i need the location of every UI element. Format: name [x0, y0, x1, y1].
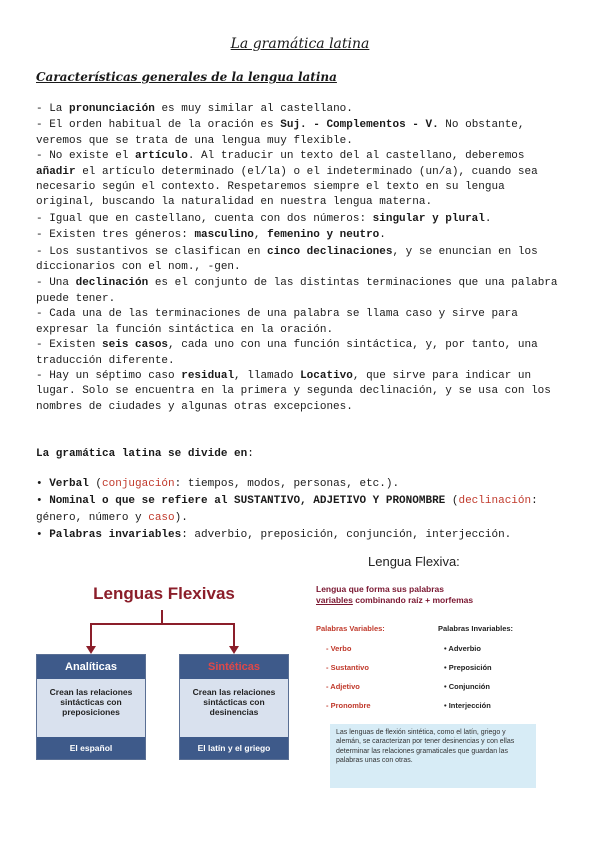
- list-item: - Una declinación es el conjunto de las distintas terminaciones que una palabra puede tener.: [36, 277, 558, 305]
- analytic-header: Analíticas: [37, 655, 145, 679]
- flexive-language-panel: [312, 546, 564, 796]
- list-item: • Interjección: [444, 701, 491, 710]
- page-title: La gramática latina: [230, 36, 370, 52]
- synthetic-footer: El latín y el griego: [180, 737, 288, 759]
- invariable-words-header: Palabras Invariables:: [438, 624, 514, 633]
- characteristics-list: [36, 102, 564, 415]
- section-subtitle: Características generales de la lengua latina: [36, 70, 337, 84]
- analytic-footer: El español: [37, 737, 145, 759]
- divides-heading: La gramática latina se divide en:: [36, 448, 254, 460]
- list-item: - Sustantivo: [326, 663, 369, 672]
- list-item: • Adverbio: [444, 644, 481, 653]
- list-item: • Palabras invariables: adverbio, preposición, conjunción, interjección.: [36, 529, 512, 541]
- list-item: - Existen seis casos, cada uno con una función sintáctica, y, por tanto, una traducción diferente.: [36, 339, 538, 367]
- synthetic-header: Sintéticas: [180, 655, 288, 679]
- synthetic-note: Las lenguas de flexión sintética, como el latín, griego y alemán, se caracterizan por tener desinencias y con ellas determinar las relaciones gramaticales que guardan las palabras unas con otras.: [330, 724, 536, 788]
- list-item: - Verbo: [326, 644, 352, 653]
- list-item: - Pronombre: [326, 701, 371, 710]
- list-item: • Verbal (conjugación: tiempos, modos, personas, etc.).: [36, 478, 400, 490]
- list-item: • Preposición: [444, 663, 492, 672]
- list-item: - Cada una de las terminaciones de una palabra se llama caso y sirve para expresar la función sintáctica en la oración.: [36, 308, 518, 336]
- list-item: - No existe el artículo. Al traducir un texto del al castellano, deberemos añadir el artículo determinado (el/la) o el indeterminado (un/a), cuando sea necesario según el contexto. Respetaremos siempre el texto en su lengua original, buscando la naturalidad en nuestra lengua materna.: [36, 150, 538, 209]
- diagram-title: Lenguas Flexivas: [93, 584, 235, 603]
- variable-words-list: [326, 644, 371, 720]
- list-item: - Adjetivo: [326, 682, 360, 691]
- list-item: - El orden habitual de la oración es Suj. - Complementos - V. No obstante, veremos que se trata de una lengua muy flexible.: [36, 119, 525, 147]
- list-item: • Conjunción: [444, 682, 490, 691]
- list-item: - La pronunciación es muy similar al castellano.: [36, 103, 353, 115]
- list-item: • Nominal o que se refiere al SUSTANTIVO, ADJETIVO Y PRONOMBRE (declinación: género, número y caso).: [36, 495, 538, 524]
- panel-subtitle: Lengua que forma sus palabras variables combinando raíz + morfemas: [316, 584, 474, 605]
- panel-title: Lengua Flexiva:: [368, 554, 460, 569]
- variable-words-header: Palabras Variables:: [316, 624, 385, 633]
- list-item: - Los sustantivos se clasifican en cinco declinaciones, y se enuncian en los diccionarios con el nom., -gen.: [36, 245, 538, 274]
- grammar-divisions-list: [36, 476, 564, 544]
- list-item: - Igual que en castellano, cuenta con dos números: singular y plural.: [36, 212, 492, 225]
- invariable-words-list: [444, 644, 492, 720]
- flexive-languages-diagram: [36, 570, 292, 766]
- synthetic-box: [179, 654, 289, 760]
- list-item: - Existen tres géneros: masculino, femenino y neutro.: [36, 229, 386, 242]
- synthetic-body: Crean las relaciones sintácticas con desinencias: [192, 687, 276, 717]
- analytic-box: [36, 654, 146, 760]
- list-item: - Hay un séptimo caso residual, llamado Locativo, que sirve para indicar un lugar. Solo se encuentra en la primera y segunda declinación, y se usa con los nombres de ciudades y algunas otras excepciones.: [36, 369, 551, 413]
- analytic-body: Crean las relaciones sintácticas con preposiciones: [49, 687, 133, 717]
